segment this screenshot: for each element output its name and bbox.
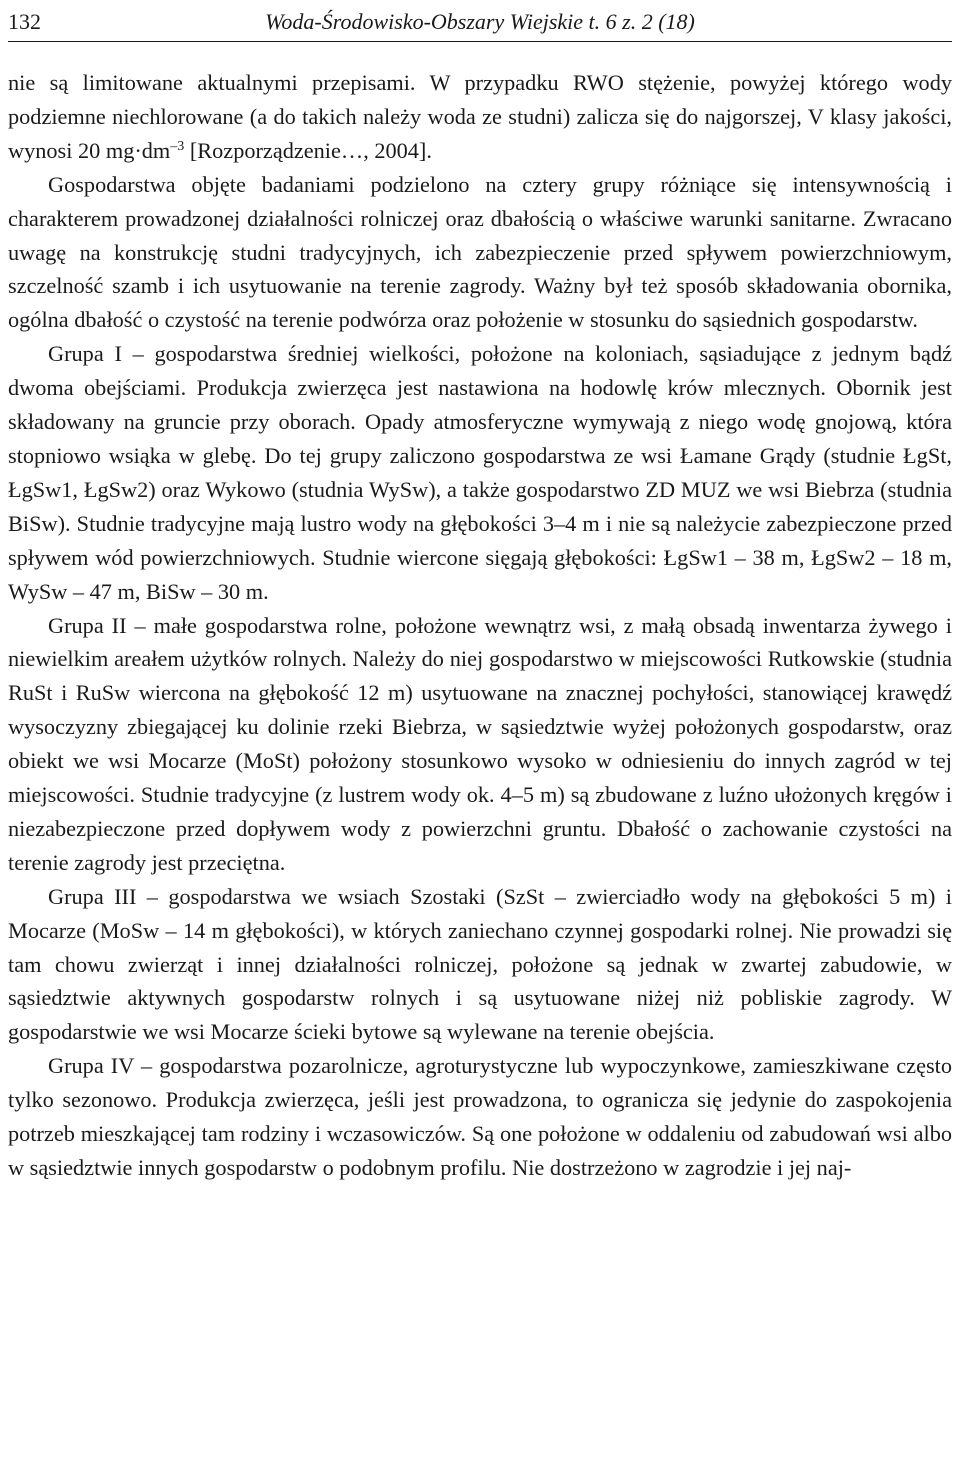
paragraph-group-4: Grupa IV – gospodarstwa pozarolnicze, agroturystyczne lub wypoczynkowe, zamieszkiwane często tylko sezonowo. Produkcja zwierzęca, jeśli jest prowadzona, to ogranicza się jedynie do zaspokojenia potrzeb mieszkającej tam rodziny i wczasowiczów. Są one położone w oddaleniu od zabudowań wsi albo w sąsiedztwie innych gospodarstw o podobnym profilu. Nie dostrzeżono w zagrodzie i jej naj- — [8, 1053, 952, 1180]
header-rule — [8, 41, 952, 42]
paragraph-1 — [8, 66, 952, 168]
paragraph-1-citation: [Rozporządzenie…, 2004]. — [184, 137, 432, 163]
exponent: –3 — [170, 138, 185, 154]
paragraph-group-3: Grupa III – gospodarstwa we wsiach Szostaki (SzSt – zwierciadło wody na głębokości 5 m) i Mocarze (MoSw – 14 m głębokości), w których zaniechano czynnej gospodarki rolnej. Nie prowadzi się tam chowu zwierząt i innej działalności rolniczej, położone są jednak w zwartej zabudowie, w sąsiedztwie aktywnych gospodarstw rolnych i są usytuowane niżej niż pobliskie zagrody. W gospodarstwie we wsi Mocarze ścieki bytowe są wylewane na terenie obejścia. — [8, 883, 952, 1045]
paragraph-2: Gospodarstwa objęte badaniami podzielono na cztery grupy różniące się intensywnością i charakterem prowadzonej działalności rolniczej oraz dbałością o właściwe warunki sanitarne. Zwracano uwagę na konstrukcję studni tradycyjnych, ich zabezpieczenie przed spływem powierzchniowym, szczelność szamb i ich usytuowanie na terenie zagrody. Ważny był też sposób składowania obornika, ogólna dbałość o czystość na terenie podwórza oraz położenie w stosunku do sąsiednich gospodarstw. — [8, 171, 952, 333]
body-text — [8, 66, 952, 1185]
running-header — [8, 0, 952, 44]
paragraph-group-2: Grupa II – małe gospodarstwa rolne, położone wewnątrz wsi, z małą obsadą inwentarza żywego i niewielkim areałem użytków rolnych. Należy do niej gospodarstwo w miejscowości Rutkowskie (studnia RuSt i RuSw wiercona na głębokość 12 m) usytuowane na znacznej pochyłości, stanowiącej krawędź wysoczyzny zbiegającej ku dolinie rzeki Biebrza, w sąsiedztwie wyżej położonych gospodarstw, oraz obiekt we wsi Mocarze (MoSt) położony stosunkowo wysoko w odniesieniu do innych zagród w tej miejscowości. Studnie tradycyjne (z lustrem wody ok. 4–5 m) są zbudowane z luźno ułożonych kręgów i niezabezpieczone przed dopływem wody z powierzchni gruntu. Dbałość o zachowanie czystości na terenie zagrody jest przeciętna. — [8, 612, 952, 875]
paragraph-1-text: nie są limitowane aktualnymi przepisami. W przypadku RWO stężenie, powyżej którego wody podziemne niechlorowane (a do takich należy woda ze studni) zalicza się do najgorszej, V klasy jakości, wynosi 20 mg·dm — [8, 70, 952, 163]
document-page — [8, 0, 952, 1185]
page-number: 132 — [8, 9, 41, 34]
journal-title: Woda-Środowisko-Obszary Wiejskie t. 6 z. 2 (18) — [265, 9, 695, 34]
paragraph-group-1: Grupa I – gospodarstwa średniej wielkości, położone na koloniach, sąsiadujące z jednym bądź dwoma obejściami. Produkcja zwierzęca jest nastawiona na hodowlę krów mlecznych. Obornik jest składowany na gruncie przy oborach. Opady atmosferyczne wymywają z niego wodę gnojową, która stopniowo wsiąka w glebę. Do tej grupy zaliczono gospodarstwa ze wsi Łamane Grądy (studnie ŁgSt, ŁgSw1, ŁgSw2) oraz Wykowo (studnia WySw), a także gospodarstwo ZD MUZ we wsi Biebrza (studnia BiSw). Studnie tradycyjne mają lustro wody na głębokości 3–4 m i nie są należycie zabezpieczone przed spływem wód powierzchniowych. Studnie wiercone sięgają głębokości: ŁgSw1 – 38 m, ŁgSw2 – 18 m, WySw – 47 m, BiSw – 30 m. — [8, 341, 952, 604]
